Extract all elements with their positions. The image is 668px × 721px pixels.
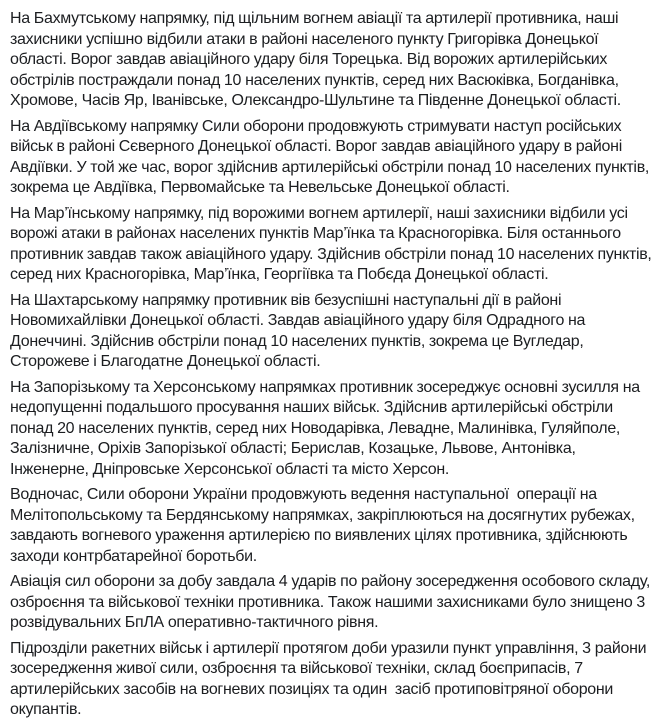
paragraph-missile-artillery-strikes: Підрозділи ракетних військ і артилерії протягом доби уразили пункт управління, 3 райони зосередження живої сили, озброєння та військової техніки, склад боєприпасів, 7 артилерійських засобів на вогневих позиціях та один засіб протиповітряної оборони окупантів. xyxy=(10,639,651,718)
paragraph-zaporizhzhia-kherson-direction: На Запорізькому та Херсонському напрямках противник зосереджує основні зусилля на недопущенні подальшого просування наших військ. Здійснив артилерійські обстріли понад 20 населених пунктів, серед них Новодарівка, Левадне, Малинівка, Гуляйполе, Залізничне, Оріхів Запорізької області; Берислав, Козацьке, Львове, Антонівка, Інженерне, Дніпровське Херсонської області та місто Херсон. xyxy=(10,378,644,478)
paragraph-bakhmut-direction: На Бахмутському напрямку, під щільним вогнем авіації та артилерії противника, наші захисники успішно відбили атаки в районі населеного пункту Григорівка Донецької області. Ворог завдав авіаційного удару біля Торецька. Від ворожих артилерійських обстрілів постраждали понад 10 населених пунктів, серед них Васюківка, Богданівка, Хромове, Часів Яр, Іванівське, Олександро-Шультине та Південне Донецької області. xyxy=(10,10,623,109)
paragraph-avdiivka-direction: На Авдіївському напрямку Сили оборони продовжують стримувати наступ російських військ в районі Сєверного Донецької області. Ворог завдав авіаційного удару в районі Авдіївки. У той же час, ворог здійснив артилерійські обстріли понад 10 населених пунктів, зокрема це Авдіївка, Первомайське та Невельське Донецької області. xyxy=(10,117,653,196)
paragraph-marinka-direction: На Мар’їнському напрямку, під ворожими вогнем артилерії, наші захисники відбили усі ворожі атаки в районах населених пунктів Мар’їнка та Красногорівка. Біля останнього противник завдав також авіаційного удару. Здійснив обстріли понад 10 населених пунктів, серед них Красногорівка, Мар’їнка, Георгіївка та Побєда Донецької області. xyxy=(10,204,656,283)
paragraph-shakhtarsk-direction: На Шахтарському напрямку противник вів безуспішні наступальні дії в районі Новомихайлівки Донецької області. Завдав авіаційного удару біля Одрадного на Донеччині. Здійснив обстріли понад 10 населених пунктів, зокрема це Вугледар, Сторожеве і Благодатне Донецької області. xyxy=(10,291,590,370)
paragraph-aviation-strikes: Авіація сил оборони за добу завдала 4 ударів по району зосередження особового складу, озброєння та військової техніки противника. Також нашими захисниками було знищено 3 розвідувальних БпЛА оперативно-тактичного рівня. xyxy=(10,573,655,631)
paragraph-offensive-operation: Водночас, Сили оборони України продовжують ведення наступальної операції на Мелітопольському та Бердянському напрямках, закріплюються на досягнутих рубежах, завдають вогневого ураження артилерією по виявлених цілях противника, здійснюють заходи контрбатарейної боротьби. xyxy=(10,486,639,565)
